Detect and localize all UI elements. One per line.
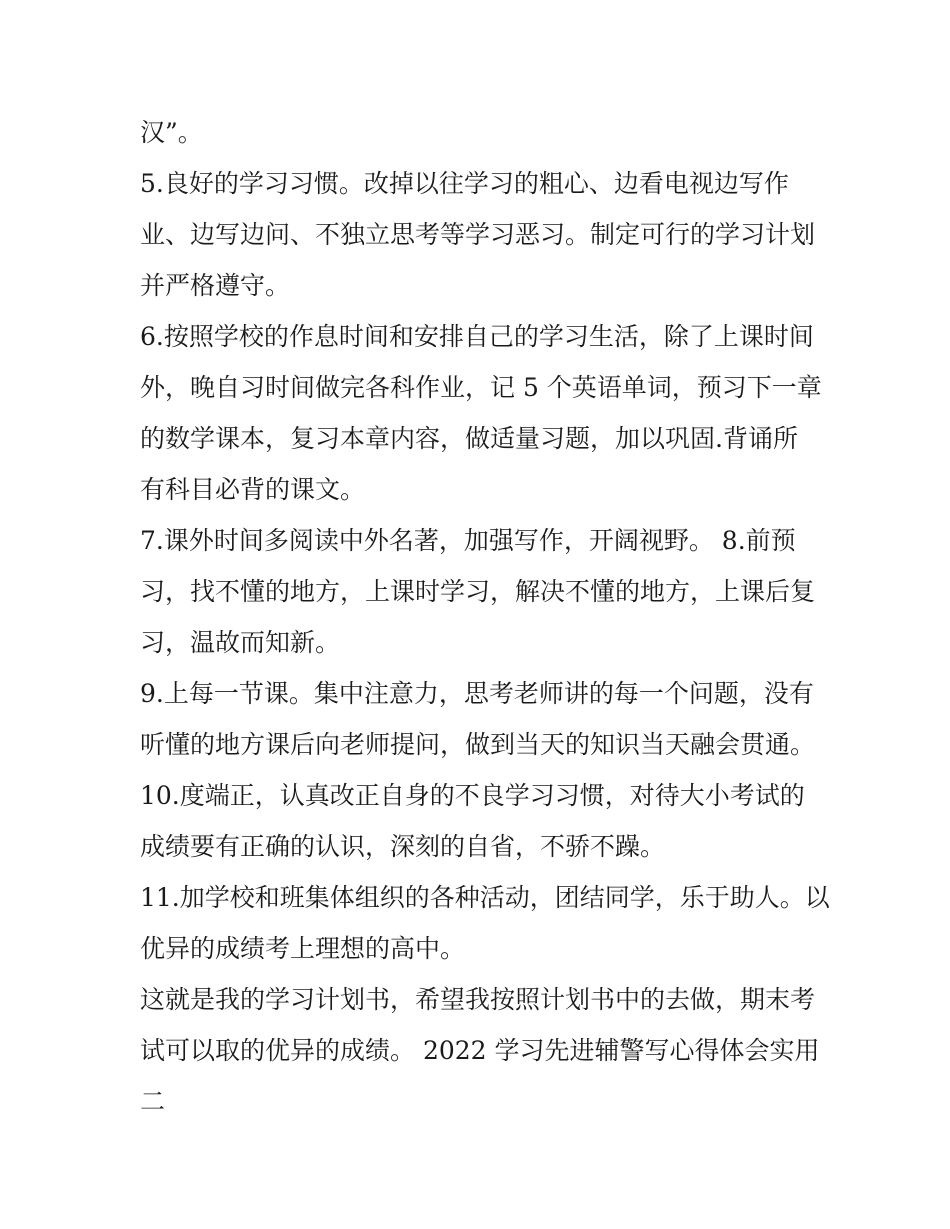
text-line: 这就是我的学习计划书，希望我按照计划书中的去做，期末考 (140, 985, 816, 1014)
text-line: 6.按照学校的作息时间和安排自己的学习生活，除了上课时间 (140, 322, 814, 351)
text-line: 优异的成绩考上理想的高中。 (140, 934, 466, 963)
text-line: 听懂的地方课后向老师提问，做到当天的知识当天融会贯通。 (140, 730, 816, 759)
text-line: 二 (140, 1087, 166, 1116)
text-line: 的数学课本，复习本章内容，做适量习题，加以巩固.背诵所 (140, 424, 798, 453)
text-line: 业、边写边问、不独立思考等学习恶习。制定可行的学习计划 (140, 220, 816, 249)
text-line: 10.度端正，认真改正自身的不良学习习惯，对待大小考试的 (140, 781, 805, 810)
text-line: 11.加学校和班集体组织的各种活动，团结同学，乐于助人。以 (140, 883, 830, 912)
text-line: 习，找不懂的地方，上课时学习，解决不懂的地方，上课后复 (140, 577, 816, 606)
text-line: 汉”。 (140, 118, 203, 147)
text-line: 9.上每一节课。集中注意力，思考老师讲的每一个问题，没有 (140, 679, 814, 708)
text-line: 成绩要有正确的认识，深刻的自省，不骄不躁。 (140, 832, 666, 861)
text-line: 外，晚自习时间做完各科作业，记 5 个英语单词，预习下一章 (140, 373, 822, 402)
text-line: 5.良好的学习习惯。改掉以往学习的粗心、边看电视边写作 (140, 169, 789, 198)
text-line: 7.课外时间多阅读中外名著，加强写作，开阔视野。 8.前预 (140, 526, 796, 555)
text-line: 习，温故而知新。 (140, 628, 341, 657)
document-body (140, 107, 830, 1127)
text-line: 有科目必背的课文。 (140, 475, 366, 504)
text-line: 试可以取的优异的成绩。 2022 学习先进辅警写心得体会实用 (140, 1036, 820, 1065)
text-line: 并严格遵守。 (140, 271, 291, 300)
